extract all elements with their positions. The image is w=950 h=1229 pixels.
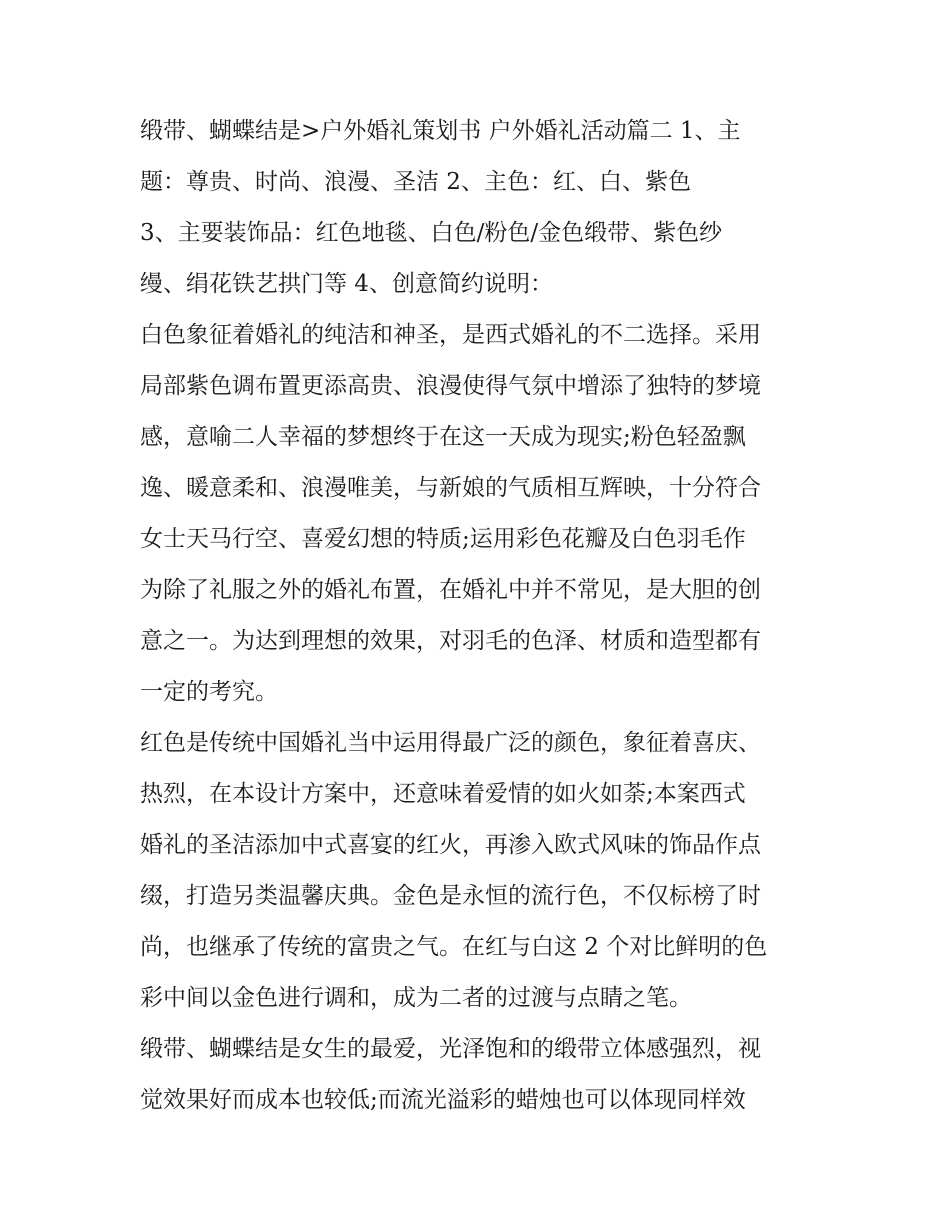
text-line: 缦、绢花铁艺拱门等 4、创意简约说明： [140,271,553,297]
text-line: 题：尊贵、时尚、浪漫、圣洁 2、主色：红、白、紫色 [140,169,691,195]
text-line: 觉效果好而成本也较低;而流光溢彩的蜡烛也可以体现同样效 [140,1087,746,1113]
text-line: 彩中间以金色进行调和，成为二者的过渡与点睛之笔。 [140,985,692,1011]
text-line: 缎带、蝴蝶结是女生的最爱，光泽饱和的缎带立体感强烈，视 [140,1036,761,1062]
text-line: 红色是传统中国婚礼当中运用得最广泛的颜色，象征着喜庆、 [140,730,761,756]
text-line: 缀，打造另类温馨庆典。金色是永恒的流行色，不仅标榜了时 [140,883,761,909]
text-line: 意之一。为达到理想的效果，对羽毛的色泽、材质和造型都有 [140,628,761,654]
text-line: 缎带、蝴蝶结是>户外婚礼策划书 户外婚礼活动篇二 1、主 [140,118,741,144]
text-line: 为除了礼服之外的婚礼布置，在婚礼中并不常见，是大胆的创 [140,577,761,603]
text-line: 逸、暖意柔和、浪漫唯美，与新娘的气质相互辉映，十分符合 [140,475,761,501]
document-body [140,106,820,1126]
text-line: 3、主要装饰品：红色地毯、白色/粉色/金色缎带、紫色纱 [140,220,723,246]
text-line: 尚，也继承了传统的富贵之气。在红与白这 2 个对比鲜明的色 [140,934,768,960]
text-line: 局部紫色调布置更添高贵、浪漫使得气氛中增添了独特的梦境 [140,373,761,399]
text-line: 女士天马行空、喜爱幻想的特质;运用彩色花瓣及白色羽毛作 [140,526,746,552]
text-line: 白色象征着婚礼的纯洁和神圣，是西式婚礼的不二选择。采用 [140,322,761,348]
text-line: 热烈，在本设计方案中，还意味着爱情的如火如荼;本案西式 [140,781,746,807]
text-line: 感，意喻二人幸福的梦想终于在这一天成为现实;粉色轻盈飘 [140,424,746,450]
text-line: 婚礼的圣洁添加中式喜宴的红火，再渗入欧式风味的饰品作点 [140,832,761,858]
text-line: 一定的考究。 [140,679,278,705]
